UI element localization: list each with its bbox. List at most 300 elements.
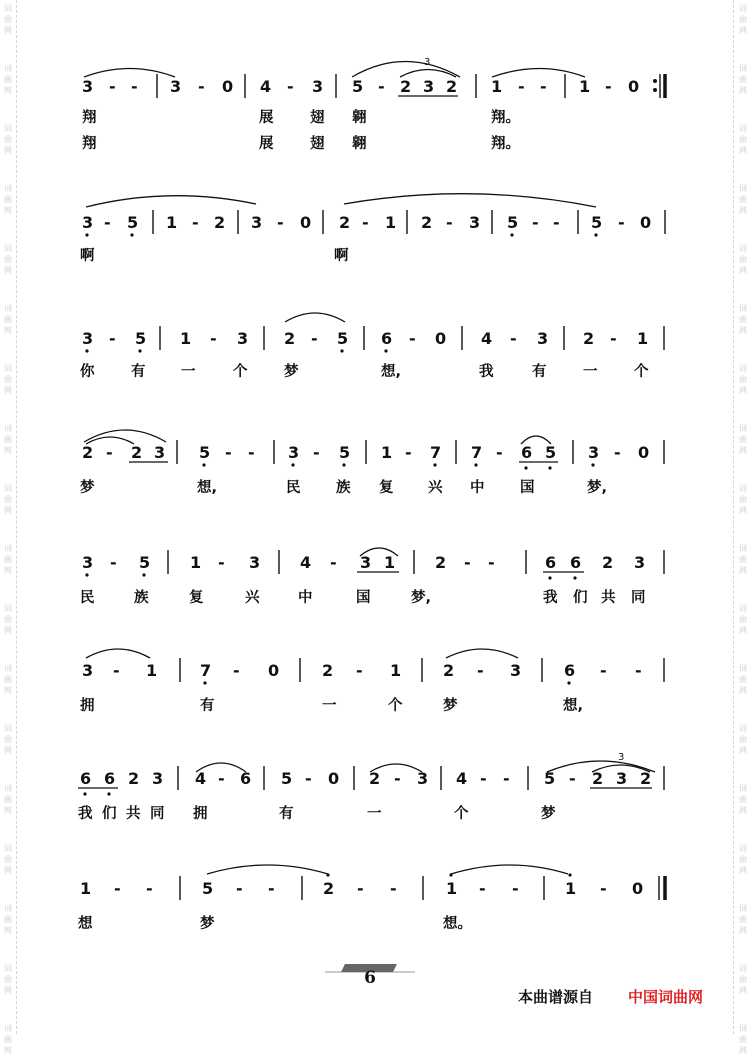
system-3 bbox=[0, 300, 750, 390]
svg-text:-: - bbox=[110, 553, 117, 572]
svg-text:1: 1 bbox=[180, 329, 192, 348]
svg-text:3: 3 bbox=[251, 213, 263, 232]
svg-text:-: - bbox=[236, 879, 243, 898]
watermark-glyph: 曲 bbox=[4, 75, 12, 84]
watermark-glyph: 词 bbox=[739, 1024, 747, 1033]
watermark-glyph: 词 bbox=[4, 604, 12, 613]
svg-text:2: 2 bbox=[435, 553, 447, 572]
watermark-glyph: 网 bbox=[4, 626, 12, 635]
svg-text:2: 2 bbox=[421, 213, 433, 232]
system-8 bbox=[0, 856, 750, 946]
system-1 bbox=[0, 52, 750, 152]
svg-text:-: - bbox=[106, 443, 113, 462]
svg-text:3: 3 bbox=[152, 769, 164, 788]
svg-text:-: - bbox=[479, 879, 486, 898]
watermark-glyph: 网 bbox=[4, 266, 12, 275]
watermark-glyph: 网 bbox=[4, 926, 12, 935]
svg-text:2: 2 bbox=[131, 443, 143, 462]
svg-text:2: 2 bbox=[82, 443, 94, 462]
watermark-glyph: 词 bbox=[739, 244, 747, 253]
svg-text:3: 3 bbox=[423, 77, 435, 96]
svg-text:梦: 梦 bbox=[200, 916, 215, 932]
svg-text:-: - bbox=[569, 769, 576, 788]
svg-text:3: 3 bbox=[588, 443, 600, 462]
svg-text:国: 国 bbox=[356, 590, 371, 606]
system-2 bbox=[0, 182, 750, 272]
svg-text:2: 2 bbox=[214, 213, 226, 232]
watermark-glyph: 曲 bbox=[4, 555, 12, 564]
svg-text:1: 1 bbox=[385, 213, 397, 232]
tuplet-label: 3 bbox=[424, 57, 431, 68]
watermark-glyph: 网 bbox=[4, 146, 12, 155]
svg-text:-: - bbox=[488, 553, 495, 572]
svg-text:1: 1 bbox=[579, 77, 591, 96]
watermark-glyph: 词 bbox=[4, 64, 12, 73]
svg-text:2: 2 bbox=[583, 329, 595, 348]
svg-text:有: 有 bbox=[200, 698, 215, 714]
watermark-glyph: 曲 bbox=[739, 495, 747, 504]
svg-text:梦: 梦 bbox=[541, 806, 556, 822]
svg-text:2: 2 bbox=[602, 553, 614, 572]
svg-text:-: - bbox=[610, 329, 617, 348]
svg-text:-: - bbox=[540, 77, 547, 96]
svg-text:0: 0 bbox=[640, 213, 652, 232]
watermark-glyph: 网 bbox=[4, 326, 12, 335]
watermark-glyph: 词 bbox=[739, 424, 747, 433]
svg-text:1: 1 bbox=[637, 329, 649, 348]
watermark-glyph: 网 bbox=[739, 386, 747, 395]
svg-text:梦,: 梦, bbox=[587, 480, 608, 496]
svg-text:兴: 兴 bbox=[428, 480, 443, 496]
lyric: 翔 bbox=[82, 110, 97, 126]
svg-text:6: 6 bbox=[570, 553, 582, 572]
svg-text:有: 有 bbox=[279, 806, 294, 822]
watermark-glyph: 网 bbox=[4, 566, 12, 575]
svg-text:3: 3 bbox=[154, 443, 166, 462]
watermark-glyph: 曲 bbox=[739, 375, 747, 384]
svg-text:-: - bbox=[394, 769, 401, 788]
svg-text:翱: 翱 bbox=[352, 136, 367, 152]
svg-text:个: 个 bbox=[233, 364, 248, 380]
svg-text:2: 2 bbox=[323, 879, 335, 898]
watermark-glyph: 网 bbox=[4, 986, 12, 995]
svg-text:5: 5 bbox=[139, 553, 151, 572]
svg-text:梦: 梦 bbox=[80, 480, 95, 496]
watermark-glyph: 曲 bbox=[4, 915, 12, 924]
watermark-glyph: 网 bbox=[4, 206, 12, 215]
svg-text:2: 2 bbox=[446, 77, 458, 96]
svg-text:-: - bbox=[480, 769, 487, 788]
svg-text:-: - bbox=[405, 443, 412, 462]
svg-text:-: - bbox=[210, 329, 217, 348]
watermark-glyph: 网 bbox=[4, 86, 12, 95]
svg-text:6: 6 bbox=[104, 769, 116, 788]
watermark-glyph: 网 bbox=[739, 326, 747, 335]
svg-text:拥: 拥 bbox=[80, 698, 95, 714]
svg-text:们: 们 bbox=[102, 806, 117, 822]
svg-text:5: 5 bbox=[591, 213, 603, 232]
svg-text:啊: 啊 bbox=[80, 248, 95, 264]
watermark-glyph: 曲 bbox=[739, 315, 747, 324]
svg-text:0: 0 bbox=[328, 769, 340, 788]
watermark-glyph: 词 bbox=[4, 124, 12, 133]
svg-text:3: 3 bbox=[616, 769, 628, 788]
page-number: 6 bbox=[364, 968, 376, 988]
svg-text:0: 0 bbox=[638, 443, 650, 462]
svg-text:-: - bbox=[518, 77, 525, 96]
svg-text:5: 5 bbox=[339, 443, 351, 462]
svg-text:梦,: 梦, bbox=[411, 590, 432, 606]
svg-text:有: 有 bbox=[131, 364, 146, 380]
svg-text:1: 1 bbox=[146, 661, 158, 680]
svg-text:4: 4 bbox=[456, 769, 468, 788]
svg-text:-: - bbox=[146, 879, 153, 898]
watermark-glyph: 词 bbox=[4, 784, 12, 793]
svg-text:-: - bbox=[330, 553, 337, 572]
watermark-glyph: 曲 bbox=[4, 615, 12, 624]
svg-text:1: 1 bbox=[190, 553, 202, 572]
svg-text:4: 4 bbox=[260, 77, 272, 96]
svg-text:-: - bbox=[218, 553, 225, 572]
svg-text:0: 0 bbox=[300, 213, 312, 232]
svg-text:翔。: 翔。 bbox=[491, 110, 520, 126]
watermark-glyph: 网 bbox=[4, 506, 12, 515]
source-credit: 本曲谱源自 bbox=[518, 988, 594, 1006]
svg-text:想: 想 bbox=[78, 916, 93, 932]
svg-text:2: 2 bbox=[640, 769, 652, 788]
svg-text:-: - bbox=[464, 553, 471, 572]
watermark-glyph: 词 bbox=[4, 184, 12, 193]
svg-text:翅: 翅 bbox=[310, 110, 325, 126]
svg-text:-: - bbox=[477, 661, 484, 680]
svg-text:-: - bbox=[357, 879, 364, 898]
svg-text:-: - bbox=[600, 879, 607, 898]
svg-text:想。: 想。 bbox=[443, 916, 472, 932]
svg-text:们: 们 bbox=[573, 590, 588, 606]
svg-text:2: 2 bbox=[400, 77, 412, 96]
svg-text:7: 7 bbox=[471, 443, 483, 462]
svg-text:3: 3 bbox=[82, 213, 94, 232]
svg-text:同: 同 bbox=[631, 590, 646, 606]
svg-text:1: 1 bbox=[80, 879, 92, 898]
svg-text:-: - bbox=[305, 769, 312, 788]
svg-text:1: 1 bbox=[381, 443, 393, 462]
watermark-glyph: 词 bbox=[4, 304, 12, 313]
svg-text:3: 3 bbox=[249, 553, 261, 572]
watermark-glyph: 曲 bbox=[739, 15, 747, 24]
svg-text:2: 2 bbox=[369, 769, 381, 788]
svg-text:想,: 想, bbox=[563, 698, 584, 714]
svg-text:-: - bbox=[553, 213, 560, 232]
svg-text:3: 3 bbox=[537, 329, 549, 348]
svg-text:3: 3 bbox=[82, 329, 94, 348]
svg-text:5: 5 bbox=[507, 213, 519, 232]
watermark-glyph: 网 bbox=[739, 266, 747, 275]
svg-text:5: 5 bbox=[199, 443, 211, 462]
note: 3 bbox=[82, 77, 94, 96]
watermark-glyph: 词 bbox=[739, 304, 747, 313]
svg-text:-: - bbox=[114, 879, 121, 898]
svg-text:5: 5 bbox=[281, 769, 293, 788]
svg-text:共: 共 bbox=[601, 590, 616, 606]
watermark-glyph: 词 bbox=[739, 784, 747, 793]
watermark-glyph: 曲 bbox=[4, 135, 12, 144]
system-5 bbox=[0, 534, 750, 624]
svg-text:-: - bbox=[109, 77, 116, 96]
svg-text:2: 2 bbox=[592, 769, 604, 788]
svg-text:2: 2 bbox=[443, 661, 455, 680]
svg-text:-: - bbox=[311, 329, 318, 348]
watermark-glyph: 词 bbox=[4, 724, 12, 733]
svg-text:-: - bbox=[313, 443, 320, 462]
watermark-glyph: 网 bbox=[739, 626, 747, 635]
svg-text:-: - bbox=[532, 213, 539, 232]
svg-text:-: - bbox=[496, 443, 503, 462]
watermark-glyph: 词 bbox=[4, 664, 12, 673]
watermark-glyph: 网 bbox=[739, 806, 747, 815]
watermark-glyph: 网 bbox=[739, 446, 747, 455]
watermark-glyph: 网 bbox=[4, 1046, 12, 1055]
watermark-glyph: 词 bbox=[739, 604, 747, 613]
svg-text:2: 2 bbox=[339, 213, 351, 232]
watermark-glyph: 网 bbox=[739, 506, 747, 515]
svg-text:1: 1 bbox=[565, 879, 577, 898]
watermark-glyph: 网 bbox=[4, 26, 12, 35]
watermark-glyph: 曲 bbox=[4, 15, 12, 24]
svg-text:族: 族 bbox=[134, 590, 149, 606]
svg-text:3: 3 bbox=[288, 443, 300, 462]
svg-text:翱: 翱 bbox=[352, 110, 367, 126]
watermark-glyph: 词 bbox=[4, 544, 12, 553]
watermark-glyph: 网 bbox=[739, 1046, 747, 1055]
watermark-glyph: 词 bbox=[4, 364, 12, 373]
watermark-glyph: 曲 bbox=[4, 795, 12, 804]
watermark-glyph: 词 bbox=[739, 184, 747, 193]
svg-text:国: 国 bbox=[520, 480, 535, 496]
watermark-glyph: 曲 bbox=[739, 195, 747, 204]
svg-text:-: - bbox=[287, 77, 294, 96]
svg-text:-: - bbox=[225, 443, 232, 462]
watermark-glyph: 曲 bbox=[739, 255, 747, 264]
watermark-glyph: 曲 bbox=[4, 975, 12, 984]
watermark-glyph: 词 bbox=[739, 664, 747, 673]
svg-text:3: 3 bbox=[82, 553, 94, 572]
watermark-glyph: 曲 bbox=[739, 855, 747, 864]
watermark-glyph: 网 bbox=[739, 926, 747, 935]
watermark-glyph: 词 bbox=[4, 964, 12, 973]
svg-text:梦: 梦 bbox=[284, 364, 299, 380]
watermark-glyph: 网 bbox=[739, 746, 747, 755]
svg-text:-: - bbox=[503, 769, 510, 788]
watermark-glyph: 曲 bbox=[739, 75, 747, 84]
watermark-glyph: 曲 bbox=[739, 435, 747, 444]
svg-text:梦: 梦 bbox=[443, 698, 458, 714]
watermark-glyph: 曲 bbox=[739, 1035, 747, 1044]
svg-text:6: 6 bbox=[80, 769, 92, 788]
system-6 bbox=[0, 636, 750, 726]
watermark-glyph: 曲 bbox=[4, 855, 12, 864]
svg-text:6: 6 bbox=[521, 443, 533, 462]
svg-text:个: 个 bbox=[388, 698, 403, 714]
svg-text:-: - bbox=[390, 879, 397, 898]
watermark-glyph: 网 bbox=[4, 386, 12, 395]
svg-text:3: 3 bbox=[469, 213, 481, 232]
svg-text:拥: 拥 bbox=[193, 806, 208, 822]
watermark-glyph: 词 bbox=[739, 4, 747, 13]
watermark-glyph: 词 bbox=[4, 4, 12, 13]
watermark-glyph: 词 bbox=[739, 124, 747, 133]
watermark-glyph: 曲 bbox=[739, 735, 747, 744]
watermark-glyph: 曲 bbox=[4, 435, 12, 444]
svg-text:0: 0 bbox=[268, 661, 280, 680]
svg-text:3: 3 bbox=[170, 77, 182, 96]
svg-text:-: - bbox=[378, 77, 385, 96]
svg-text:-: - bbox=[198, 77, 205, 96]
svg-text:复: 复 bbox=[379, 480, 394, 496]
svg-text:你: 你 bbox=[80, 364, 95, 380]
system-4 bbox=[0, 420, 750, 510]
svg-text:6: 6 bbox=[564, 661, 576, 680]
svg-text:共: 共 bbox=[126, 806, 141, 822]
svg-text:-: - bbox=[109, 329, 116, 348]
watermark-glyph: 曲 bbox=[739, 555, 747, 564]
svg-text:3: 3 bbox=[312, 77, 324, 96]
svg-text:1: 1 bbox=[446, 879, 458, 898]
svg-text:翅: 翅 bbox=[310, 136, 325, 152]
svg-text:5: 5 bbox=[202, 879, 214, 898]
svg-text:7: 7 bbox=[430, 443, 442, 462]
watermark-glyph: 词 bbox=[739, 364, 747, 373]
watermark-glyph: 网 bbox=[739, 686, 747, 695]
svg-text:-: - bbox=[233, 661, 240, 680]
svg-text:5: 5 bbox=[544, 769, 556, 788]
watermark-glyph: 曲 bbox=[4, 255, 12, 264]
svg-text:0: 0 bbox=[222, 77, 234, 96]
svg-text:-: - bbox=[356, 661, 363, 680]
watermark-glyph: 词 bbox=[4, 424, 12, 433]
system-7 bbox=[0, 750, 750, 840]
svg-text:-: - bbox=[277, 213, 284, 232]
watermark-glyph: 曲 bbox=[4, 375, 12, 384]
svg-text:-: - bbox=[600, 661, 607, 680]
svg-text:翔。: 翔。 bbox=[491, 136, 520, 152]
svg-text:一: 一 bbox=[583, 364, 598, 380]
svg-text:展: 展 bbox=[259, 110, 274, 126]
source-site-link[interactable]: 中国词曲网 bbox=[628, 988, 704, 1006]
watermark-glyph: 网 bbox=[739, 206, 747, 215]
svg-text:-: - bbox=[268, 879, 275, 898]
svg-text:4: 4 bbox=[481, 329, 493, 348]
watermark-glyph: 曲 bbox=[739, 135, 747, 144]
svg-text:2: 2 bbox=[322, 661, 334, 680]
watermark-glyph: 词 bbox=[4, 1024, 12, 1033]
svg-text:-: - bbox=[510, 329, 517, 348]
svg-text:中: 中 bbox=[298, 590, 313, 606]
tuplet-label: 3 bbox=[618, 752, 625, 763]
svg-text:3: 3 bbox=[360, 553, 372, 572]
watermark-glyph: 词 bbox=[739, 484, 747, 493]
watermark-glyph: 网 bbox=[739, 146, 747, 155]
svg-text:4: 4 bbox=[195, 769, 207, 788]
svg-text:3: 3 bbox=[510, 661, 522, 680]
svg-text:-: - bbox=[218, 769, 225, 788]
watermark-glyph: 词 bbox=[739, 544, 747, 553]
svg-text:5: 5 bbox=[337, 329, 349, 348]
svg-text:5: 5 bbox=[135, 329, 147, 348]
watermark-glyph: 网 bbox=[4, 866, 12, 875]
watermark-glyph: 网 bbox=[739, 26, 747, 35]
svg-text:同: 同 bbox=[150, 806, 165, 822]
svg-text:-: - bbox=[614, 443, 621, 462]
svg-text:1: 1 bbox=[491, 77, 503, 96]
watermark-glyph: 词 bbox=[739, 64, 747, 73]
svg-text:一: 一 bbox=[181, 364, 196, 380]
watermark-glyph: 网 bbox=[739, 986, 747, 995]
svg-text:展: 展 bbox=[259, 136, 274, 152]
watermark-glyph: 曲 bbox=[739, 975, 747, 984]
svg-text:族: 族 bbox=[336, 480, 351, 496]
watermark-glyph: 网 bbox=[4, 446, 12, 455]
svg-text:1: 1 bbox=[384, 553, 396, 572]
svg-text:-: - bbox=[512, 879, 519, 898]
watermark-glyph: 网 bbox=[739, 566, 747, 575]
watermark-glyph: 曲 bbox=[4, 735, 12, 744]
watermark-glyph: 词 bbox=[4, 244, 12, 253]
svg-text:我: 我 bbox=[543, 590, 558, 606]
svg-text:-: - bbox=[409, 329, 416, 348]
watermark-glyph: 曲 bbox=[4, 195, 12, 204]
watermark-glyph: 网 bbox=[739, 866, 747, 875]
svg-text:-: - bbox=[248, 443, 255, 462]
watermark-glyph: 曲 bbox=[4, 315, 12, 324]
watermark-glyph: 曲 bbox=[739, 615, 747, 624]
svg-text:一: 一 bbox=[322, 698, 337, 714]
watermark-glyph: 词 bbox=[4, 484, 12, 493]
svg-text:啊: 啊 bbox=[334, 248, 349, 264]
svg-text:个: 个 bbox=[634, 364, 649, 380]
watermark-glyph: 词 bbox=[739, 844, 747, 853]
svg-text:-: - bbox=[192, 213, 199, 232]
svg-text:5: 5 bbox=[127, 213, 139, 232]
page-number-ornament bbox=[325, 958, 415, 968]
svg-text:3: 3 bbox=[417, 769, 429, 788]
svg-text:3: 3 bbox=[82, 661, 94, 680]
watermark-glyph: 曲 bbox=[4, 495, 12, 504]
svg-text:7: 7 bbox=[200, 661, 212, 680]
svg-text:-: - bbox=[131, 77, 138, 96]
svg-text:-: - bbox=[605, 77, 612, 96]
watermark-glyph: 词 bbox=[739, 724, 747, 733]
svg-text:5: 5 bbox=[352, 77, 364, 96]
svg-text:我: 我 bbox=[78, 806, 93, 822]
svg-text:有: 有 bbox=[532, 364, 547, 380]
svg-text:-: - bbox=[113, 661, 120, 680]
svg-text:5: 5 bbox=[545, 443, 557, 462]
watermark-glyph: 网 bbox=[4, 806, 12, 815]
svg-text:2: 2 bbox=[128, 769, 140, 788]
svg-text:个: 个 bbox=[454, 806, 469, 822]
svg-text:民: 民 bbox=[286, 480, 301, 496]
svg-text:复: 复 bbox=[189, 590, 204, 606]
svg-text:1: 1 bbox=[390, 661, 402, 680]
svg-text:一: 一 bbox=[367, 806, 382, 822]
svg-text:中: 中 bbox=[470, 480, 485, 496]
watermark-glyph: 词 bbox=[739, 904, 747, 913]
svg-text:0: 0 bbox=[435, 329, 447, 348]
svg-text:-: - bbox=[635, 661, 642, 680]
svg-text:0: 0 bbox=[628, 77, 640, 96]
watermark-glyph: 网 bbox=[4, 746, 12, 755]
